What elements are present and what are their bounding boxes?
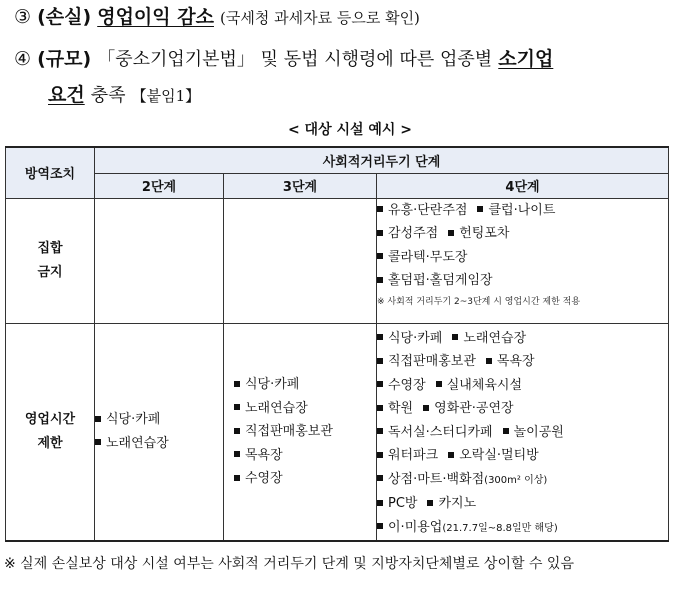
bullet-icon <box>377 428 383 434</box>
bullet-icon <box>377 523 383 529</box>
list-item: 콜라텍·무도장 <box>377 246 668 270</box>
bullet-icon <box>423 405 429 411</box>
cell-ban-stage-2 <box>95 198 224 323</box>
list-item: 감성주점 헌팅포차 <box>377 222 668 246</box>
list-item: 식당·카페 노래연습장 <box>377 327 668 351</box>
row-label-line: 집합 <box>37 240 63 256</box>
item-4-title-b: 요건 <box>48 84 85 106</box>
item-3-number: ③ <box>14 6 32 28</box>
condition-item-4 <box>14 44 553 71</box>
cell-hours-stage-2 <box>95 323 224 541</box>
condition-item-3 <box>14 2 420 29</box>
list-item: 노래연습장 <box>234 397 376 421</box>
item-4-number: ④ <box>14 48 32 70</box>
header-stage-2: 2단계 <box>95 173 224 198</box>
list-item: 식당·카페 <box>95 408 223 432</box>
header-stage-4: 4단계 <box>377 173 669 198</box>
list-item: 독서실·스터디카페 놀이공원 <box>377 421 668 445</box>
bullet-icon <box>436 381 442 387</box>
list-item: PC방 카지노 <box>377 492 668 516</box>
footnote: ※ 실제 손실보상 대상 시설 여부는 사회적 거리두기 단계 및 지방자치단체별로 상이할 수 있음 <box>4 556 574 572</box>
bullet-icon <box>377 334 383 340</box>
table-caption: < 대상 시설 예시 > <box>287 122 413 138</box>
list-item: 목욕장 <box>234 444 376 468</box>
condition-item-4-cont <box>48 80 200 107</box>
stage-4-note: ※ 사회적 거리두기 2~3단계 시 영업시간 제한 적용 <box>377 296 581 307</box>
bullet-icon <box>377 452 383 458</box>
bullet-icon <box>234 428 240 434</box>
item-3-tag: (손실) <box>37 6 92 28</box>
item-4-text-b: 충족 <box>90 85 126 106</box>
item-4-title-a: 소기업 <box>498 48 554 70</box>
bullet-icon <box>377 253 383 259</box>
bullet-icon <box>448 452 454 458</box>
header-distancing-level: 사회적거리두기 단계 <box>95 147 669 173</box>
table-row <box>6 323 669 541</box>
list-item: 상점·마트·백화점(300m² 이상) <box>377 468 668 493</box>
bullet-icon <box>377 381 383 387</box>
cell-hours-stage-3 <box>224 323 377 541</box>
list-item: 워터파크 오락실·멀티방 <box>377 444 668 468</box>
bullet-icon <box>377 277 383 283</box>
item-4-tag: (규모) <box>37 48 92 70</box>
list-item: 유흥·단란주점 클럽·나이트 <box>377 199 668 223</box>
bullet-icon <box>234 475 240 481</box>
bullet-icon <box>377 206 383 212</box>
beauty-period-note: (21.7.7일~8.8일만 해당) <box>442 522 558 534</box>
bullet-icon <box>452 334 458 340</box>
header-measure: 방역조치 <box>6 147 95 198</box>
list-item: 직접판매홍보관 <box>234 420 376 444</box>
list-item: 수영장 <box>234 467 376 491</box>
bullet-icon <box>377 358 383 364</box>
item-3-note: (국세청 과세자료 등으로 확인) <box>220 9 420 27</box>
row-label-hours-limit <box>6 323 95 541</box>
header-stage-3: 3단계 <box>224 173 377 198</box>
item-4-reference: 【붙임1】 <box>131 87 201 105</box>
list-item: 식당·카페 <box>234 373 376 397</box>
bullet-icon <box>503 428 509 434</box>
bullet-icon <box>377 475 383 481</box>
cell-ban-stage-4 <box>377 198 669 323</box>
list-item: 홀덤펍·홀덤게임장 <box>377 269 668 293</box>
list-item: 직접판매홍보관 목욕장 <box>377 350 668 374</box>
cell-hours-stage-4 <box>377 323 669 541</box>
bullet-icon <box>95 439 101 445</box>
bullet-icon <box>95 416 101 422</box>
list-item: 이·미용업(21.7.7일~8.8일만 해당) <box>377 516 668 541</box>
row-label-gathering-ban <box>6 198 95 323</box>
list-item: 노래연습장 <box>95 432 223 456</box>
bullet-icon <box>377 405 383 411</box>
cell-ban-stage-3 <box>224 198 377 323</box>
row-label-line: 영업시간 <box>24 411 76 427</box>
bullet-icon <box>448 230 454 236</box>
bullet-icon <box>234 451 240 457</box>
facility-table <box>5 146 669 542</box>
bullet-icon <box>427 500 433 506</box>
list-item: 학원 영화관·공연장 <box>377 397 668 421</box>
bullet-icon <box>234 381 240 387</box>
row-label-line: 금지 <box>37 264 63 280</box>
table-row <box>6 198 669 323</box>
list-item: 수영장 실내체육시설 <box>377 374 668 398</box>
row-label-line: 제한 <box>37 435 63 451</box>
bullet-icon <box>234 404 240 410</box>
item-3-title: 영업이익 감소 <box>97 6 214 28</box>
bullet-icon <box>477 206 483 212</box>
bullet-icon <box>486 358 492 364</box>
bullet-icon <box>377 500 383 506</box>
item-4-text: 「중소기업기본법」 및 동법 시행령에 따른 업종별 <box>97 49 493 70</box>
store-size-note: (300m² 이상) <box>484 474 548 486</box>
bullet-icon <box>377 230 383 236</box>
